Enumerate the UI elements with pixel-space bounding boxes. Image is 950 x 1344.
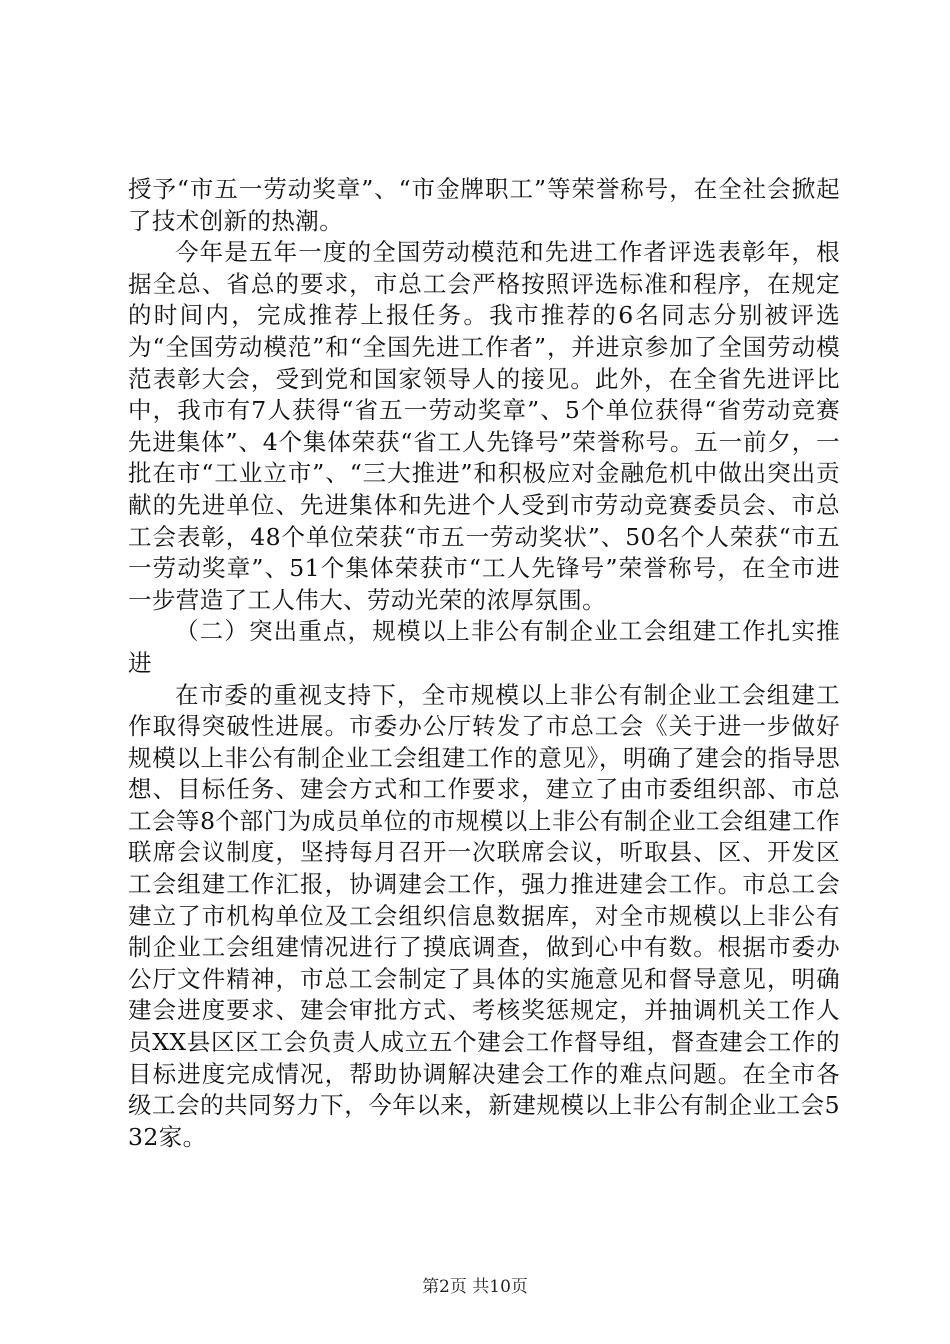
paragraph-award-continuation: 授予“市五一劳动奖章”、“市金牌职工”等荣誉称号，在全社会掀起了技术创新的热潮。 — [128, 175, 840, 235]
section-heading-union-building: （二）突出重点，规模以上非公有制企业工会组建工作扎实推进 — [128, 617, 840, 677]
page-footer — [0, 1276, 950, 1298]
page-number-label: 第2页 共10页 — [422, 1277, 528, 1297]
paragraph-national-model-workers: 今年是五年一度的全国劳动模范和先进工作者评选表彰年，根据全总、省总的要求，市总工会严格按照评选标准和程序，在规定的时间内，完成推荐上报任务。我市推荐的6名同志分别被评选为“全国劳动模范”和“全国先进工作者”，并进京参加了全国劳动模范表彰大会，受到党和国家领导人的接见。此外，在全省先进评比中，我市有7人获得“省五一劳动奖章”、5个单位获得“省劳动竞赛先进集体”、4个集体荣获“省工人先锋号”荣誉称号。五一前夕，一批在市“工业立市”、“三大推进”和积极应对金融危机中做出突出贡献的先进单位、先进集体和先进个人受到市劳动竞赛委员会、市总工会表彰，48个单位荣获“市五一劳动奖状”、50名个人荣获“市五一劳动奖章”、51个集体荣获市“工人先锋号”荣誉称号，在全市进一步营造了工人伟大、劳动光荣的浓厚氛围。 — [128, 238, 840, 614]
paragraph-union-organization: 在市委的重视支持下，全市规模以上非公有制企业工会组建工作取得突破性进展。市委办公厅转发了市总工会《关于进一步做好规模以上非公有制企业工会组建工作的意见》，明确了建会的指导思想、目标任务、建会方式和工作要求，建立了由市委组织部、市总工会等8个部门为成员单位的市规模以上非公有制企业工会组建工作联席会议制度，坚持每月召开一次联席会议，听取县、区、开发区工会组建工作汇报，协调建会工作，强力推进建会工作。市总工会建立了市机构单位及工会组织信息数据库，对全市规模以上非公有制企业工会组建情况进行了摸底调查，做到心中有数。根据市委办公厅文件精神，市总工会制定了具体的实施意见和督导意见，明确建会进度要求、建会审批方式、考核奖惩规定，并抽调机关工作人员XX县区区工会负责人成立五个建会工作督导组，督查建会工作的目标进度完成情况，帮助协调解决建会工作的难点问题。在全市各级工会的共同努力下，今年以来，新建规模以上非公有制企业工会532家。 — [128, 680, 840, 1151]
document-body — [128, 174, 840, 1153]
